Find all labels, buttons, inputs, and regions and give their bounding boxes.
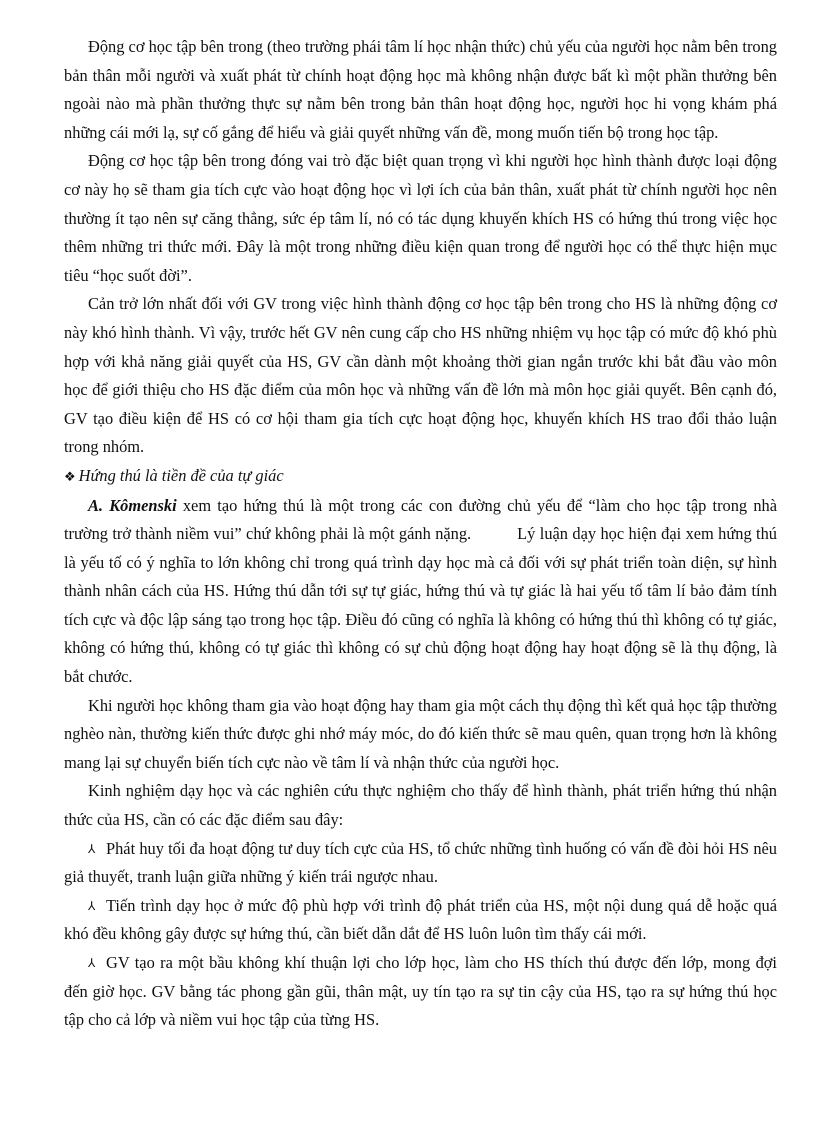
caret-bullet-icon: ⅄ <box>88 841 96 856</box>
diamond-bullet-icon: ❖ <box>64 468 76 484</box>
paragraph-komenski-part2: Lý luận dạy học hiện đại xem hứng thú là yếu tố có ý nghĩa to lớn không chỉ trong quá trình dạy học mà cả đối với sự phát triển toàn diện, sự hình thành nhân cách của HS. Hứng thú dẫn tới sự tự giác, hứng thú và tự giác là hai yếu tố tâm lí bảo đảm tính tích cực và độc lập sáng tạo trong học tập. Điều đó cũng có nghĩa là không có hứng thú thì không có tự giác, không có hứng thú, không có tự giác thì không có sự chủ động hoạt động hay hoạt động sẽ là thụ động, là bắt chước. <box>64 524 778 687</box>
paragraph-passive-learning: Khi người học không tham gia vào hoạt động hay tham gia một cách thụ động thì kết quả học tập thường nghèo nàn, thường kiến thức được ghi nhớ máy móc, do đó kiến thức sẽ mau quên, quan trọng hơn là không mang lại sự chuyển biến tích cực nào về tâm lí và nhận thức của người học. <box>64 695 777 772</box>
section-heading <box>64 462 777 492</box>
paragraph-intrinsic-motivation: Động cơ học tập bên trong (theo trường phái tâm lí học nhận thức) chủ yếu của người học nằm bên trong bản thân mỗi người và xuất phát từ chính hoạt động học mà không nhận được bất kì một phần thưởng bên ngoài nào mà phần thưởng thực sự nằm bên trong bản thân hoạt động học, người học hi vọng khám phá những cái mới lạ, sự cố gắng để hiểu và giải quyết những vấn đề, mong muốn tiến bộ trong học tập. <box>64 37 777 142</box>
list-item-text: Tiến trình dạy học ở mức độ phù hợp với trình độ phát triển của HS, một nội dung quá dễ hoặc quá khó đều không gây được sự hứng thú, cần biết dẫn dắt để HS luôn luôn tìm thấy cái mới. <box>64 895 777 944</box>
author-name: A. Kômenski <box>88 495 177 515</box>
paragraph-experience: Kinh nghiệm dạy học và các nghiên cứu thực nghiệm cho thấy để hình thành, phát triển hứng thú nhận thức của HS, cần có các đặc điểm sau đây: <box>64 781 777 830</box>
list-item-text: Phát huy tối đa hoạt động tư duy tích cực của HS, tổ chức những tình huống có vấn đề đòi hỏi HS nêu giả thuyết, tranh luận giữa những ý kiến trái ngược nhau. <box>64 838 777 887</box>
paragraph-komenski <box>64 492 777 692</box>
paragraph-komenski-part1: xem tạo hứng thú là một trong các con đường chủ yếu để “làm cho học tập trong nhà trường trở thành niềm vui” chứ không phải là một gánh nặng. <box>64 495 777 544</box>
list-item <box>64 835 777 892</box>
paragraph-obstacles: Cản trở lớn nhất đối với GV trong việc hình thành động cơ học tập bên trong cho HS là những động cơ này khó hình thành. Vì vậy, trước hết GV nên cung cấp cho HS những nhiệm vụ học tập có mức độ khó phù hợp với khả năng giải quyết của HS, GV cần dành một khoảng thời gian ngắn trước khi bắt đầu vào môn học để giới thiệu cho HS đặc điểm của môn học và những vấn đề lớn mà môn học giải quyết. Bên cạnh đó, GV tạo điều kiện để HS có cơ hội tham gia tích cực hoạt động học, khuyến khích HS trao đổi thảo luận trong nhóm. <box>64 294 777 457</box>
paragraph-role-of-motivation: Động cơ học tập bên trong đóng vai trò đặc biệt quan trọng vì khi người học hình thành được loại động cơ này họ sẽ tham gia tích cực vào hoạt động học vì lợi ích của bản thân, xuất phát từ chính người học nên thường ít tạo nên sự căng thẳng, sức ép tâm lí, nó có tác dụng khuyến khích HS có hứng thú trong việc học thêm những tri thức mới. Đây là một trong những điều kiện quan trong để người học có thể thực hiện mục tiêu “học suốt đời”. <box>64 151 777 285</box>
caret-bullet-icon: ⅄ <box>88 898 96 913</box>
list-item <box>64 892 777 949</box>
section-heading-text: Hứng thú là tiền đề của tự giác <box>78 465 284 485</box>
document-page <box>64 33 777 1035</box>
list-item <box>64 949 777 1035</box>
list-item-text: GV tạo ra một bầu không khí thuận lợi cho lớp học, làm cho HS thích thú được đến lớp, mong đợi đến giờ học. GV bằng tác phong gần gũi, thân mật, uy tín tạo ra sự tin cậy của HS, tạo ra sự hứng thú học tập cho cả lớp và niềm vui học tập của từng HS. <box>64 953 777 1030</box>
caret-bullet-icon: ⅄ <box>88 956 96 970</box>
